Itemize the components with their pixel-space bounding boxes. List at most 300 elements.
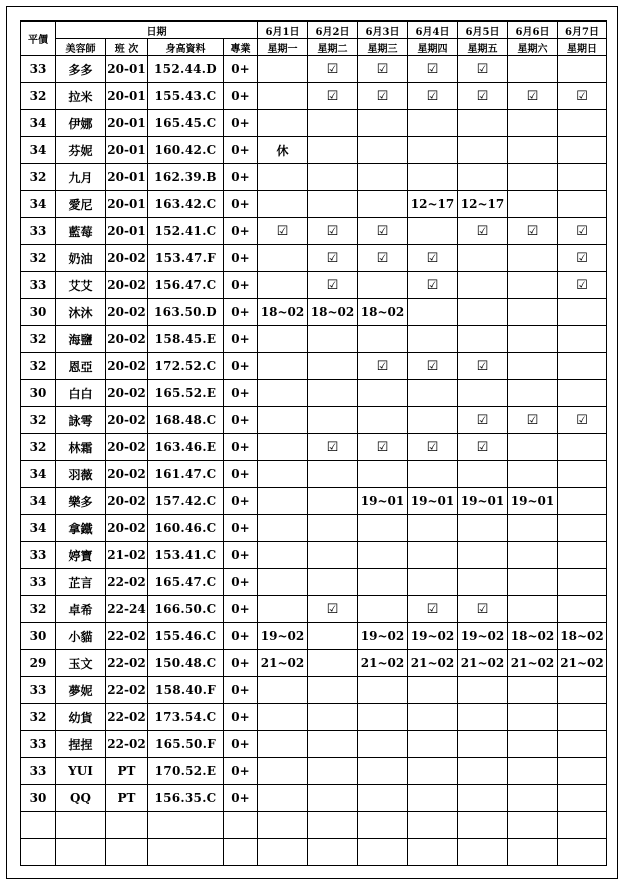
checked-box-icon: ☑ — [476, 412, 489, 428]
score-cell: 30 — [21, 380, 56, 407]
height-data-cell: 153.47.F — [148, 245, 224, 272]
empty-cell — [458, 839, 508, 866]
pro-cell: 0+ — [224, 299, 258, 326]
checkbox-checked-icon — [458, 218, 508, 245]
schedule-cell — [558, 677, 607, 704]
schedule-cell — [258, 596, 308, 623]
stylist-name-cell: QQ — [56, 785, 106, 812]
schedule-cell — [558, 164, 607, 191]
schedule-cell: 21~02 — [558, 650, 607, 677]
table-row — [21, 164, 607, 191]
class-cell: 20-02 — [106, 299, 148, 326]
schedule-cell — [408, 515, 458, 542]
pro-cell: 0+ — [224, 569, 258, 596]
table-row — [21, 353, 607, 380]
checkbox-checked-icon — [358, 353, 408, 380]
schedule-cell — [258, 56, 308, 83]
schedule-cell — [458, 758, 508, 785]
checkbox-checked-icon — [308, 596, 358, 623]
schedule-cell — [508, 758, 558, 785]
empty-cell — [56, 812, 106, 839]
checkbox-checked-icon — [558, 218, 607, 245]
checkbox-checked-icon — [408, 272, 458, 299]
pro-cell: 0+ — [224, 758, 258, 785]
class-cell: 20-01 — [106, 164, 148, 191]
schedule-cell — [508, 731, 558, 758]
score-cell: 34 — [21, 515, 56, 542]
class-cell: 20-01 — [106, 218, 148, 245]
schedule-cell — [408, 326, 458, 353]
empty-cell — [508, 839, 558, 866]
score-cell: 33 — [21, 758, 56, 785]
table-row — [21, 731, 607, 758]
checked-box-icon: ☑ — [326, 250, 339, 266]
schedule-cell — [408, 164, 458, 191]
checkbox-checked-icon — [458, 353, 508, 380]
weekday-header-sunday: 星期日 — [558, 39, 607, 56]
schedule-cell — [458, 245, 508, 272]
pro-cell: 0+ — [224, 704, 258, 731]
stylist-name-cell: 海鹽 — [56, 326, 106, 353]
checked-box-icon: ☑ — [376, 88, 389, 104]
empty-cell — [106, 839, 148, 866]
checked-box-icon: ☑ — [476, 439, 489, 455]
class-cell: 20-01 — [106, 191, 148, 218]
schedule-cell — [408, 380, 458, 407]
schedule-cell — [508, 677, 558, 704]
class-cell: 20-02 — [106, 407, 148, 434]
height-data-cell: 166.50.C — [148, 596, 224, 623]
schedule-cell — [408, 785, 458, 812]
schedule-cell — [308, 542, 358, 569]
checked-box-icon: ☑ — [526, 412, 539, 428]
height-data-cell: 172.52.C — [148, 353, 224, 380]
schedule-cell — [458, 272, 508, 299]
checkbox-checked-icon — [558, 245, 607, 272]
schedule-cell — [308, 326, 358, 353]
checkbox-checked-icon — [458, 56, 508, 83]
stylist-name-cell: 玉文 — [56, 650, 106, 677]
height-data-cell: 163.46.E — [148, 434, 224, 461]
stylist-name-cell: 羽薇 — [56, 461, 106, 488]
checkbox-checked-icon — [408, 56, 458, 83]
score-cell: 34 — [21, 110, 56, 137]
height-data-cell: 163.42.C — [148, 191, 224, 218]
height-header: 身高資料 — [148, 39, 224, 56]
schedule-cell — [308, 191, 358, 218]
table-row — [21, 785, 607, 812]
schedule-cell: 12~17 — [408, 191, 458, 218]
schedule-cell — [458, 110, 508, 137]
class-header: 班 次 — [106, 39, 148, 56]
schedule-cell — [358, 596, 408, 623]
checkbox-checked-icon — [508, 218, 558, 245]
schedule-cell — [408, 704, 458, 731]
score-cell: 30 — [21, 623, 56, 650]
schedule-cell — [308, 137, 358, 164]
schedule-cell — [358, 569, 408, 596]
height-data-cell: 153.41.C — [148, 542, 224, 569]
class-cell: 20-01 — [106, 110, 148, 137]
schedule-cell — [308, 515, 358, 542]
table-row — [21, 488, 607, 515]
schedule-cell — [408, 569, 458, 596]
schedule-cell — [258, 164, 308, 191]
class-cell: 20-02 — [106, 461, 148, 488]
schedule-cell — [408, 758, 458, 785]
table-row — [21, 56, 607, 83]
schedule-cell — [558, 515, 607, 542]
checkbox-checked-icon — [358, 83, 408, 110]
table-row — [21, 542, 607, 569]
checked-box-icon: ☑ — [426, 439, 439, 455]
schedule-cell — [558, 110, 607, 137]
empty-cell — [21, 812, 56, 839]
empty-cell — [558, 839, 607, 866]
schedule-cell — [508, 380, 558, 407]
empty-cell — [224, 839, 258, 866]
table-row — [21, 461, 607, 488]
pro-cell: 0+ — [224, 434, 258, 461]
stylist-name-cell: 艾艾 — [56, 272, 106, 299]
schedule-cell — [558, 434, 607, 461]
empty-cell — [508, 812, 558, 839]
table-row — [21, 758, 607, 785]
schedule-cell: 19~02 — [258, 623, 308, 650]
checkbox-checked-icon — [408, 596, 458, 623]
schedule-body — [21, 56, 607, 866]
checked-box-icon: ☑ — [376, 358, 389, 374]
schedule-cell — [308, 650, 358, 677]
empty-cell — [308, 839, 358, 866]
schedule-cell — [358, 731, 408, 758]
weekday-header-saturday: 星期六 — [508, 39, 558, 56]
score-cell: 32 — [21, 704, 56, 731]
checked-box-icon: ☑ — [576, 88, 588, 104]
score-cell: 32 — [21, 326, 56, 353]
checkbox-checked-icon — [508, 83, 558, 110]
schedule-cell: 21~02 — [508, 650, 558, 677]
class-cell: 20-02 — [106, 434, 148, 461]
pro-cell: 0+ — [224, 56, 258, 83]
header-row-dates — [21, 21, 607, 39]
checked-box-icon: ☑ — [576, 223, 588, 239]
class-cell: 20-02 — [106, 380, 148, 407]
empty-cell — [408, 812, 458, 839]
pro-cell: 0+ — [224, 218, 258, 245]
table-row — [21, 407, 607, 434]
schedule-cell — [558, 461, 607, 488]
pro-cell: 0+ — [224, 380, 258, 407]
empty-cell — [21, 839, 56, 866]
table-row — [21, 83, 607, 110]
class-cell: 22-24 — [106, 596, 148, 623]
table-row — [21, 191, 607, 218]
schedule-cell — [408, 677, 458, 704]
schedule-cell — [408, 461, 458, 488]
checked-box-icon: ☑ — [376, 439, 389, 455]
schedule-cell: 21~02 — [408, 650, 458, 677]
schedule-cell — [508, 353, 558, 380]
empty-cell — [308, 812, 358, 839]
schedule-cell: 19~01 — [358, 488, 408, 515]
schedule-cell — [308, 461, 358, 488]
empty-cell — [148, 839, 224, 866]
score-cell: 34 — [21, 461, 56, 488]
schedule-cell — [358, 785, 408, 812]
schedule-cell — [458, 515, 508, 542]
stylist-header: 美容師 — [56, 39, 106, 56]
schedule-cell — [508, 326, 558, 353]
height-data-cell: 158.45.E — [148, 326, 224, 353]
score-cell: 34 — [21, 137, 56, 164]
schedule-cell — [508, 164, 558, 191]
empty-cell — [558, 812, 607, 839]
schedule-cell — [308, 569, 358, 596]
schedule-cell — [258, 515, 308, 542]
score-cell: 33 — [21, 272, 56, 299]
schedule-cell — [258, 758, 308, 785]
schedule-cell — [308, 164, 358, 191]
checked-box-icon: ☑ — [326, 601, 339, 617]
empty-cell — [458, 812, 508, 839]
pro-cell: 0+ — [224, 623, 258, 650]
stylist-name-cell: 拿鐵 — [56, 515, 106, 542]
schedule-table — [20, 20, 607, 866]
schedule-cell — [558, 380, 607, 407]
score-cell: 33 — [21, 731, 56, 758]
empty-cell — [148, 812, 224, 839]
table-row — [21, 704, 607, 731]
class-cell: PT — [106, 758, 148, 785]
class-cell: 22-02 — [106, 677, 148, 704]
height-data-cell: 158.40.F — [148, 677, 224, 704]
checked-box-icon: ☑ — [576, 412, 588, 428]
schedule-cell — [258, 245, 308, 272]
schedule-cell: 18~02 — [558, 623, 607, 650]
checked-box-icon: ☑ — [426, 88, 439, 104]
schedule-cell — [558, 596, 607, 623]
class-cell: 22-02 — [106, 650, 148, 677]
stylist-name-cell: 沐沐 — [56, 299, 106, 326]
stylist-name-cell: 恩亞 — [56, 353, 106, 380]
stylist-name-cell: 樂多 — [56, 488, 106, 515]
schedule-cell — [258, 677, 308, 704]
checked-box-icon: ☑ — [476, 61, 489, 77]
schedule-cell — [508, 596, 558, 623]
checkbox-checked-icon — [508, 407, 558, 434]
checkbox-checked-icon — [308, 245, 358, 272]
height-data-cell: 168.48.C — [148, 407, 224, 434]
score-cell: 32 — [21, 245, 56, 272]
class-cell: 22-02 — [106, 731, 148, 758]
checked-box-icon: ☑ — [326, 88, 339, 104]
schedule-cell — [308, 758, 358, 785]
schedule-cell — [358, 461, 408, 488]
checked-box-icon: ☑ — [376, 223, 389, 239]
schedule-cell — [558, 731, 607, 758]
class-cell: 20-02 — [106, 272, 148, 299]
schedule-cell: 18~02 — [308, 299, 358, 326]
stylist-name-cell: 詠雩 — [56, 407, 106, 434]
height-data-cell: 160.42.C — [148, 137, 224, 164]
score-cell: 32 — [21, 353, 56, 380]
schedule-cell — [308, 623, 358, 650]
schedule-cell: 12~17 — [458, 191, 508, 218]
class-cell: 20-01 — [106, 83, 148, 110]
score-cell: 30 — [21, 785, 56, 812]
schedule-cell — [358, 272, 408, 299]
stylist-name-cell: 卓希 — [56, 596, 106, 623]
empty-row — [21, 812, 607, 839]
schedule-cell — [358, 380, 408, 407]
schedule-cell — [308, 110, 358, 137]
schedule-cell: 21~02 — [358, 650, 408, 677]
schedule-cell — [258, 191, 308, 218]
schedule-cell — [258, 461, 308, 488]
schedule-cell — [458, 704, 508, 731]
empty-cell — [56, 839, 106, 866]
checkbox-checked-icon — [358, 245, 408, 272]
schedule-cell — [308, 704, 358, 731]
schedule-cell: 18~02 — [258, 299, 308, 326]
stylist-name-cell: 愛尼 — [56, 191, 106, 218]
score-cell: 32 — [21, 434, 56, 461]
schedule-cell — [258, 110, 308, 137]
checkbox-checked-icon — [558, 272, 607, 299]
checkbox-checked-icon — [408, 245, 458, 272]
schedule-cell — [258, 542, 308, 569]
schedule-cell — [558, 326, 607, 353]
table-row — [21, 650, 607, 677]
table-row — [21, 515, 607, 542]
schedule-cell: 19~02 — [408, 623, 458, 650]
height-data-cell: 155.43.C — [148, 83, 224, 110]
empty-cell — [258, 812, 308, 839]
table-row — [21, 245, 607, 272]
schedule-cell — [258, 407, 308, 434]
schedule-cell — [458, 137, 508, 164]
schedule-cell — [508, 56, 558, 83]
checked-box-icon: ☑ — [376, 61, 389, 77]
stylist-name-cell: 林霜 — [56, 434, 106, 461]
schedule-cell — [358, 515, 408, 542]
table-row — [21, 272, 607, 299]
height-data-cell: 165.45.C — [148, 110, 224, 137]
schedule-cell — [508, 542, 558, 569]
schedule-cell — [258, 353, 308, 380]
height-data-cell: 165.52.E — [148, 380, 224, 407]
schedule-cell: 19~01 — [408, 488, 458, 515]
score-header: 平價 — [21, 21, 56, 56]
pro-cell: 0+ — [224, 137, 258, 164]
checked-box-icon: ☑ — [426, 358, 439, 374]
date-header: 6月7日 — [558, 21, 607, 39]
table-row — [21, 434, 607, 461]
weekday-header: 星期三 — [358, 39, 408, 56]
stylist-name-cell: 小貓 — [56, 623, 106, 650]
table-row — [21, 218, 607, 245]
schedule-cell — [458, 542, 508, 569]
height-data-cell: 160.46.C — [148, 515, 224, 542]
checkbox-checked-icon — [308, 218, 358, 245]
schedule-cell — [308, 353, 358, 380]
pro-cell: 0+ — [224, 596, 258, 623]
schedule-cell — [408, 407, 458, 434]
class-cell: 22-02 — [106, 623, 148, 650]
height-data-cell: 173.54.C — [148, 704, 224, 731]
checked-box-icon: ☑ — [576, 277, 588, 293]
score-cell: 29 — [21, 650, 56, 677]
stylist-name-cell: 芷言 — [56, 569, 106, 596]
date-header: 6月5日 — [458, 21, 508, 39]
schedule-cell — [358, 542, 408, 569]
table-row — [21, 380, 607, 407]
schedule-cell — [458, 785, 508, 812]
checked-box-icon: ☑ — [476, 88, 489, 104]
stylist-name-cell: 芬妮 — [56, 137, 106, 164]
schedule-cell — [258, 380, 308, 407]
schedule-cell — [558, 704, 607, 731]
stylist-name-cell: 多多 — [56, 56, 106, 83]
height-data-cell: 163.50.D — [148, 299, 224, 326]
schedule-cell — [508, 245, 558, 272]
checkbox-checked-icon — [358, 218, 408, 245]
table-row — [21, 623, 607, 650]
checkbox-checked-icon — [308, 272, 358, 299]
schedule-cell — [558, 137, 607, 164]
class-cell: 20-02 — [106, 326, 148, 353]
schedule-cell — [308, 677, 358, 704]
schedule-cell — [508, 434, 558, 461]
height-data-cell: 156.47.C — [148, 272, 224, 299]
table-row — [21, 299, 607, 326]
schedule-cell — [308, 380, 358, 407]
checked-box-icon: ☑ — [526, 88, 539, 104]
schedule-cell — [308, 785, 358, 812]
schedule-cell — [458, 380, 508, 407]
schedule-cell: 19~02 — [358, 623, 408, 650]
pro-cell: 0+ — [224, 272, 258, 299]
schedule-cell — [308, 407, 358, 434]
checked-box-icon: ☑ — [576, 250, 588, 266]
height-data-cell: 165.47.C — [148, 569, 224, 596]
checkbox-checked-icon — [308, 83, 358, 110]
stylist-name-cell: 婷寶 — [56, 542, 106, 569]
weekday-header: 星期五 — [458, 39, 508, 56]
schedule-cell — [258, 326, 308, 353]
stylist-name-cell: 夢妮 — [56, 677, 106, 704]
schedule-cell: 21~02 — [258, 650, 308, 677]
stylist-name-cell: 伊娜 — [56, 110, 106, 137]
checked-box-icon: ☑ — [426, 601, 439, 617]
pro-cell: 0+ — [224, 407, 258, 434]
schedule-cell: 19~01 — [508, 488, 558, 515]
schedule-cell — [358, 407, 408, 434]
stylist-name-cell: 藍莓 — [56, 218, 106, 245]
score-cell: 32 — [21, 164, 56, 191]
empty-cell — [358, 812, 408, 839]
checkbox-checked-icon — [558, 407, 607, 434]
schedule-cell — [558, 758, 607, 785]
header-row-columns — [21, 39, 607, 56]
date-header: 6月6日 — [508, 21, 558, 39]
schedule-cell — [508, 110, 558, 137]
score-cell: 30 — [21, 299, 56, 326]
checkbox-checked-icon — [258, 218, 308, 245]
pro-cell: 0+ — [224, 542, 258, 569]
class-cell: 22-02 — [106, 569, 148, 596]
